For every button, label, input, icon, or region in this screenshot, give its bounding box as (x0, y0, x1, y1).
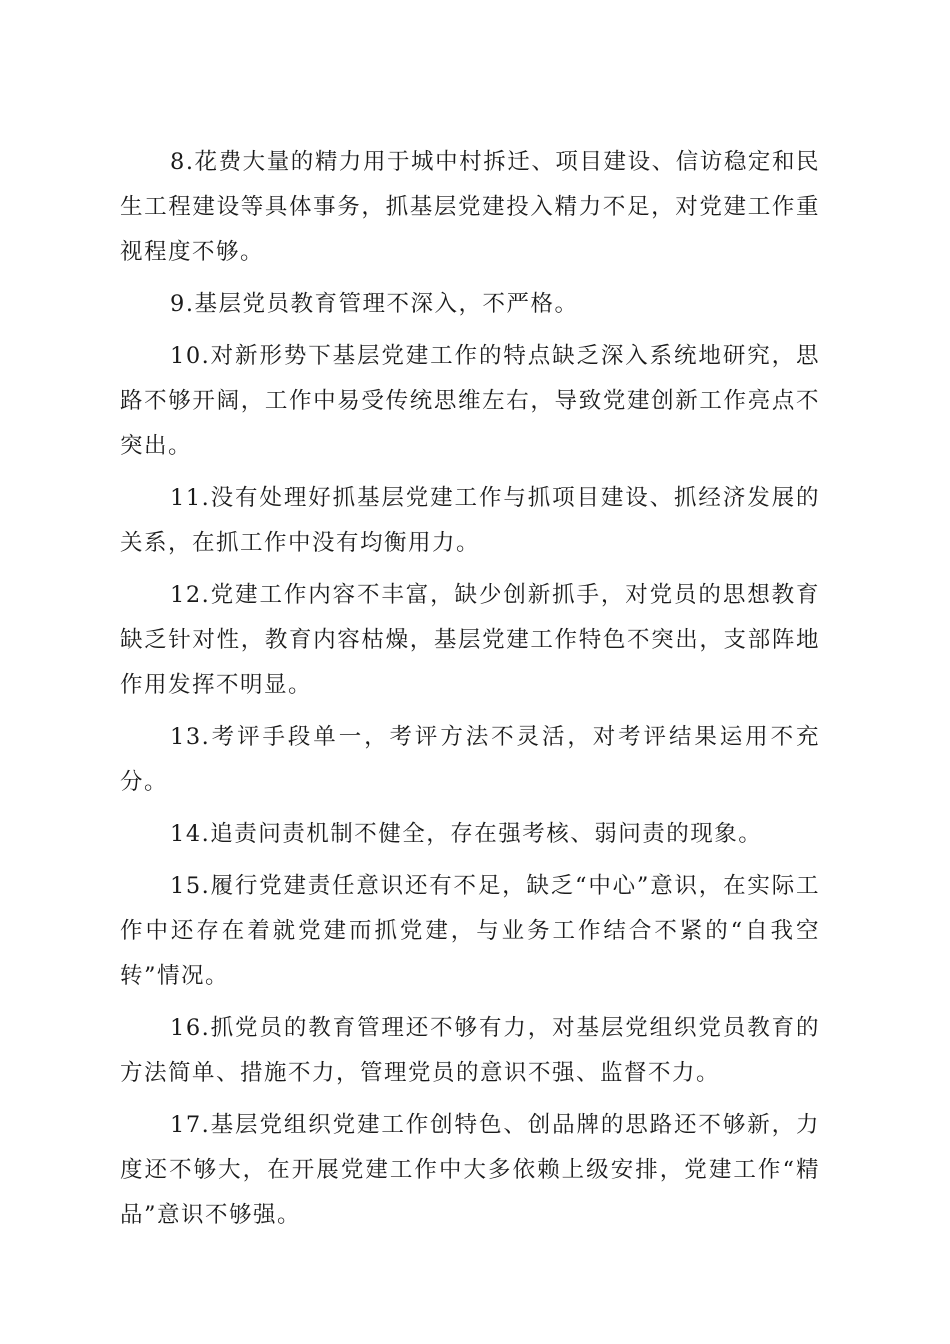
paragraph-item-13: 13.考评手段单一，考评方法不灵活，对考评结果运用不充分。 (120, 724, 820, 795)
paragraph-item-15: 15.履行党建责任意识还有不足，缺乏“中心”意识，在实际工作中还存在着就党建而抓党建，与业务工作结合不紧的“自我空转”情况。 (120, 873, 820, 989)
paragraph-item-12: 12.党建工作内容不丰富，缺少创新抓手，对党员的思想教育缺乏针对性，教育内容枯燥，基层党建工作特色不突出，支部阵地作用发挥不明显。 (120, 582, 820, 698)
paragraph-item-16: 16.抓党员的教育管理还不够有力，对基层党组织党员教育的方法简单、措施不力，管理党员的意识不强、监督不力。 (120, 1015, 820, 1086)
paragraph-item-14: 14.追责问责机制不健全，存在强考核、弱问责的现象。 (170, 821, 763, 847)
paragraph-item-9: 9.基层党员教育管理不深入，不严格。 (170, 291, 579, 317)
paragraph-item-17: 17.基层党组织党建工作创特色、创品牌的思路还不够新，力度还不够大，在开展党建工作中大多依赖上级安排，党建工作“精品”意识不够强。 (120, 1112, 820, 1228)
document-page (120, 140, 820, 1245)
paragraph-item-10: 10.对新形势下基层党建工作的特点缺乏深入系统地研究，思路不够开阔，工作中易受传统思维左右，导致党建创新工作亮点不突出。 (120, 343, 820, 459)
paragraph-item-8: 8.花费大量的精力用于城中村拆迁、项目建设、信访稳定和民生工程建设等具体事务，抓基层党建投入精力不足，对党建工作重视程度不够。 (120, 149, 820, 265)
paragraph-item-11: 11.没有处理好抓基层党建工作与抓项目建设、抓经济发展的关系，在抓工作中没有均衡用力。 (120, 485, 820, 556)
